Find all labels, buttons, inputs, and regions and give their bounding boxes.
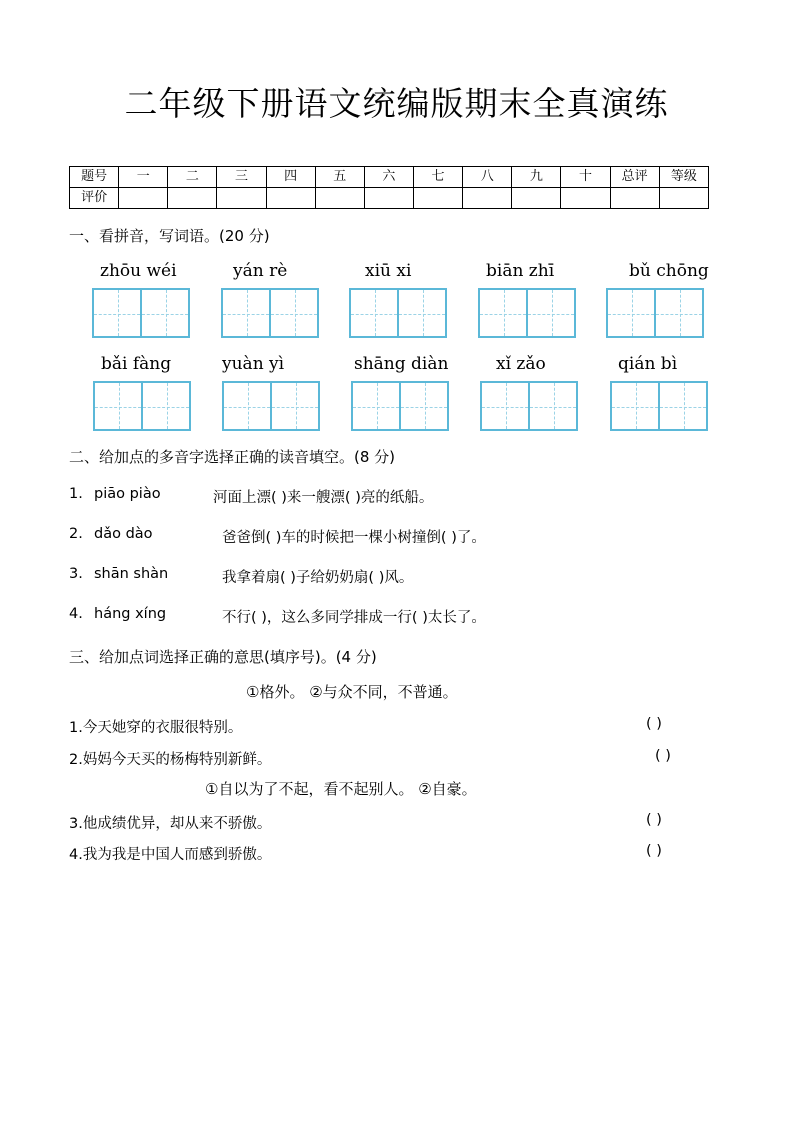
score-input-cell[interactable]: [119, 188, 168, 209]
pinyin-label: zhōu wéi: [100, 261, 177, 281]
pinyin-label: xǐ zǎo: [496, 354, 546, 374]
question-number: 2.: [69, 526, 83, 542]
writing-cell[interactable]: [349, 288, 399, 338]
score-cell-label: 题号: [70, 167, 119, 188]
page-title: 二年级下册语文统编版期末全真演练: [124, 84, 669, 123]
question-text: 我拿着扇( )子给奶奶扇( )风。: [222, 570, 414, 586]
writing-cell[interactable]: [93, 381, 143, 431]
writing-cell[interactable]: [140, 288, 190, 338]
score-input-cell[interactable]: [610, 188, 659, 209]
writing-grid: [349, 288, 447, 338]
writing-cell[interactable]: [606, 288, 656, 338]
writing-grid: [478, 288, 576, 338]
writing-cell[interactable]: [351, 381, 401, 431]
score-cell: 一: [119, 167, 168, 188]
score-cell: 二: [168, 167, 217, 188]
question-text: 不行( )，这么多同学排成一行( )太长了。: [222, 610, 486, 626]
writing-grid: [222, 381, 320, 431]
score-input-cell[interactable]: [561, 188, 610, 209]
score-cell: 等级: [659, 167, 708, 188]
question-text: 河面上漂( )来一艘漂( )亮的纸船。: [213, 490, 434, 506]
question-text: 4.我为我是中国人而感到骄傲。: [69, 847, 272, 863]
answer-blank[interactable]: ( ): [646, 716, 662, 732]
answer-blank[interactable]: ( ): [646, 843, 662, 859]
writing-grid: [92, 288, 190, 338]
writing-grid: [93, 381, 191, 431]
writing-cell[interactable]: [658, 381, 708, 431]
pinyin-label: xiū xi: [365, 261, 412, 281]
writing-cell[interactable]: [221, 288, 271, 338]
question-pinyin: shān shàn: [94, 566, 169, 582]
score-table-eval-row: [70, 188, 709, 209]
question-number: 3.: [69, 566, 83, 582]
writing-cell[interactable]: [397, 288, 447, 338]
options-line: ①格外。 ②与众不同，不普通。: [246, 683, 458, 701]
score-input-cell[interactable]: [364, 188, 413, 209]
question-number: 1.: [69, 486, 83, 502]
score-cell: 三: [217, 167, 266, 188]
score-cell: 四: [266, 167, 315, 188]
writing-grid: [221, 288, 319, 338]
pinyin-label: yán rè: [233, 261, 288, 281]
writing-cell[interactable]: [270, 381, 320, 431]
question-text: 爸爸倒( )车的时候把一棵小树撞倒( )了。: [222, 530, 486, 546]
score-input-cell[interactable]: [463, 188, 512, 209]
pinyin-label: biān zhī: [486, 261, 555, 281]
question-pinyin: háng xíng: [94, 606, 167, 622]
score-cell: 六: [364, 167, 413, 188]
question-pinyin: piāo piào: [94, 486, 161, 502]
writing-grid: [480, 381, 578, 431]
score-cell-label: 评价: [70, 188, 119, 209]
writing-cell[interactable]: [610, 381, 660, 431]
score-input-cell[interactable]: [217, 188, 266, 209]
pinyin-label: bǔ chōng: [629, 261, 709, 281]
score-input-cell[interactable]: [168, 188, 217, 209]
question-text: 3.他成绩优异，却从来不骄傲。: [69, 816, 272, 832]
score-input-cell[interactable]: [413, 188, 462, 209]
writing-cell[interactable]: [399, 381, 449, 431]
pinyin-label: qián bì: [618, 354, 678, 374]
writing-grid: [606, 288, 704, 338]
score-input-cell[interactable]: [512, 188, 561, 209]
answer-blank[interactable]: ( ): [646, 812, 662, 828]
score-input-cell[interactable]: [266, 188, 315, 209]
pinyin-label: shāng diàn: [354, 354, 449, 374]
score-cell: 五: [315, 167, 364, 188]
writing-cell[interactable]: [141, 381, 191, 431]
options-line: ①自以为了不起，看不起别人。 ②自豪。: [205, 780, 477, 798]
score-table-header-row: [70, 167, 709, 188]
answer-blank[interactable]: ( ): [655, 748, 671, 764]
question-text: 2.妈妈今天买的杨梅特别新鲜。: [69, 752, 272, 768]
pinyin-label: yuàn yì: [222, 354, 285, 374]
score-table: [69, 166, 709, 209]
score-cell: 十: [561, 167, 610, 188]
writing-cell[interactable]: [269, 288, 319, 338]
section2-heading: 二、给加点的多音字选择正确的读音填空。(8 分): [69, 448, 396, 466]
question-number: 4.: [69, 606, 83, 622]
question-pinyin: dǎo dào: [94, 526, 153, 542]
score-cell: 七: [413, 167, 462, 188]
score-cell: 总评: [610, 167, 659, 188]
writing-cell[interactable]: [92, 288, 142, 338]
section1-heading: 一、看拼音，写词语。(20 分): [69, 227, 270, 245]
writing-grid: [610, 381, 708, 431]
pinyin-label: bǎi fàng: [101, 354, 172, 374]
writing-cell[interactable]: [528, 381, 578, 431]
writing-grid: [351, 381, 449, 431]
score-cell: 九: [512, 167, 561, 188]
score-cell: 八: [463, 167, 512, 188]
writing-cell[interactable]: [478, 288, 528, 338]
writing-cell[interactable]: [654, 288, 704, 338]
writing-cell[interactable]: [222, 381, 272, 431]
writing-cell[interactable]: [526, 288, 576, 338]
score-input-cell[interactable]: [659, 188, 708, 209]
writing-cell[interactable]: [480, 381, 530, 431]
score-input-cell[interactable]: [315, 188, 364, 209]
section3-heading: 三、给加点词选择正确的意思(填序号)。(4 分): [69, 648, 377, 666]
question-text: 1.今天她穿的衣服很特别。: [69, 720, 243, 736]
